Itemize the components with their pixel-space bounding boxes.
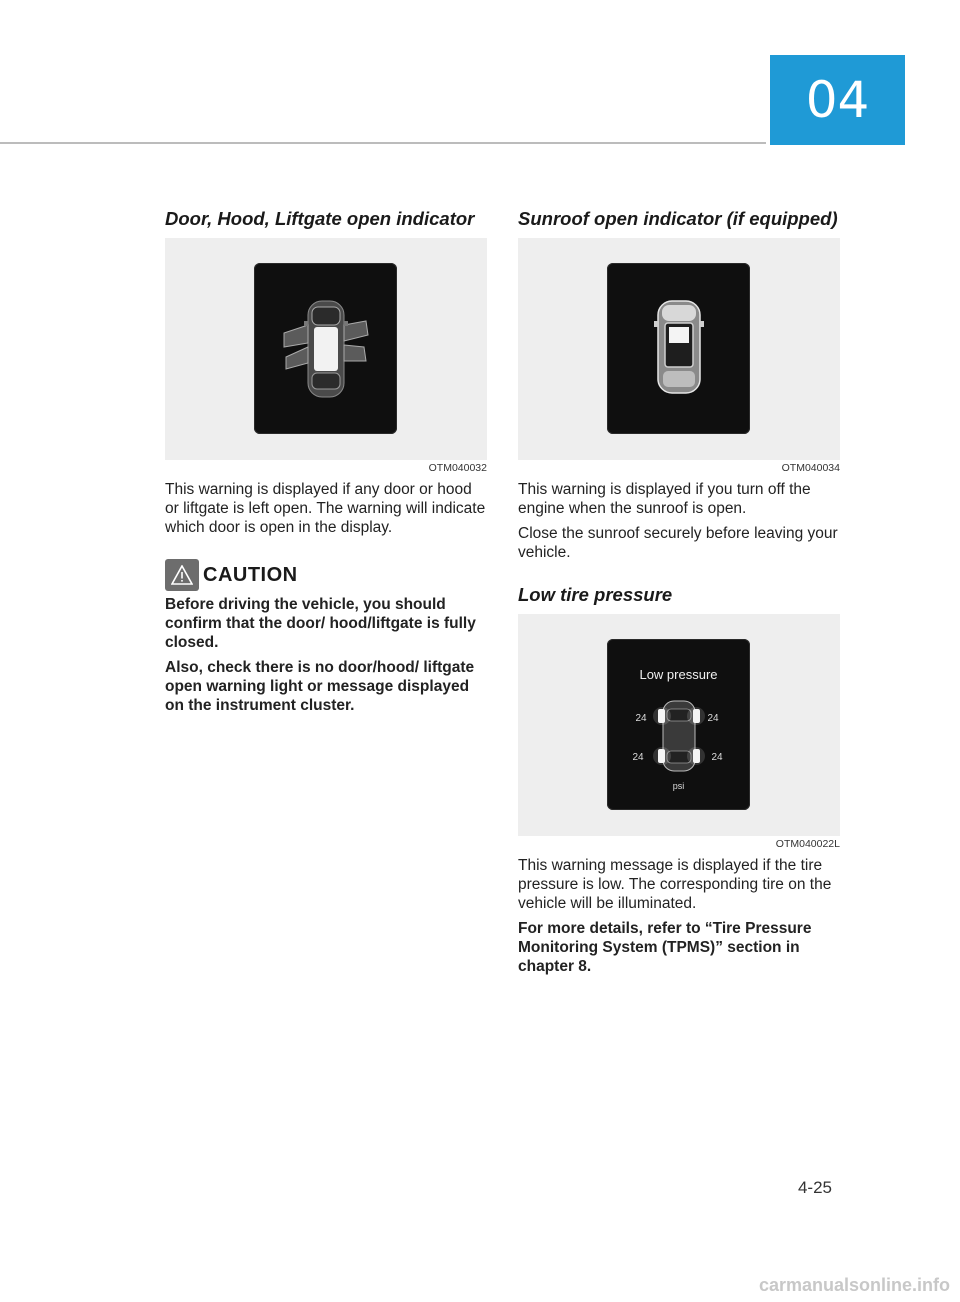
- car-sunroof-open-icon: [607, 263, 750, 434]
- tire-paragraph: This warning message is displayed if the tire pressure is low. The corresponding tire on the vehicle will be illuminated.: [518, 857, 832, 912]
- tire-value-front-right: 24: [707, 713, 719, 724]
- caution-body: [165, 595, 487, 715]
- header-rule: [0, 142, 766, 144]
- tire-figure-code: OTM040022L: [775, 838, 840, 850]
- door-description: This warning is displayed if any door or hood or liftgate is left open. The warning will indicate which door is open in the display.: [165, 481, 486, 536]
- tire-reference: For more details, refer to “Tire Pressure Monitoring System (TPMS)” section in chapter 8.: [518, 920, 812, 975]
- caution-title: CAUTION: [203, 563, 298, 586]
- right-column: [518, 206, 840, 982]
- caution-header: [165, 559, 487, 591]
- tire-value-front-left: 24: [635, 713, 647, 724]
- tire-screen-title: Low pressure: [639, 667, 718, 682]
- sunroof-paragraph: Close the sunroof securely before leaving your vehicle.: [518, 525, 838, 561]
- tire-pressure-display: [607, 639, 750, 810]
- tire-heading: Low tire pressure: [518, 584, 673, 605]
- car-doors-open-icon: [254, 263, 397, 434]
- tire-value-rear-right: 24: [711, 752, 723, 763]
- watermark: carmanualsonline.info: [758, 1275, 950, 1295]
- caution-paragraph: Before driving the vehicle, you should confirm that the door/ hood/liftgate is fully closed.: [165, 596, 476, 651]
- door-indicator-screen: [254, 263, 397, 434]
- sunroof-heading: Sunroof open indicator (if equipped): [518, 208, 838, 229]
- tire-rear-right: [693, 749, 700, 763]
- tire-figure: [518, 614, 840, 836]
- warning-triangle-icon: [165, 559, 199, 591]
- sunroof-paragraph: This warning is displayed if you turn off the engine when the sunroof is open.: [518, 481, 811, 517]
- caution-paragraph: Also, check there is no door/hood/ liftgate open warning light or message displayed on the instrument cluster.: [165, 659, 475, 714]
- tire-front-left: [658, 709, 665, 723]
- page-number: 4-25: [797, 1178, 832, 1197]
- sunroof-figure-code: OTM040034: [781, 462, 840, 474]
- door-heading: Door, Hood, Liftgate open indicator: [165, 208, 475, 229]
- tire-value-rear-left: 24: [632, 752, 644, 763]
- sunroof-figure: [518, 238, 840, 460]
- tire-unit: psi: [672, 781, 685, 791]
- chapter-tab: 04: [770, 55, 905, 145]
- door-figure: [165, 238, 487, 460]
- tire-pressure-screen: [607, 639, 750, 810]
- tire-front-right: [693, 709, 700, 723]
- sunroof-indicator-screen: [607, 263, 750, 434]
- door-figure-code: OTM040032: [428, 462, 487, 474]
- tire-rear-left: [658, 749, 665, 763]
- left-column: [165, 206, 487, 721]
